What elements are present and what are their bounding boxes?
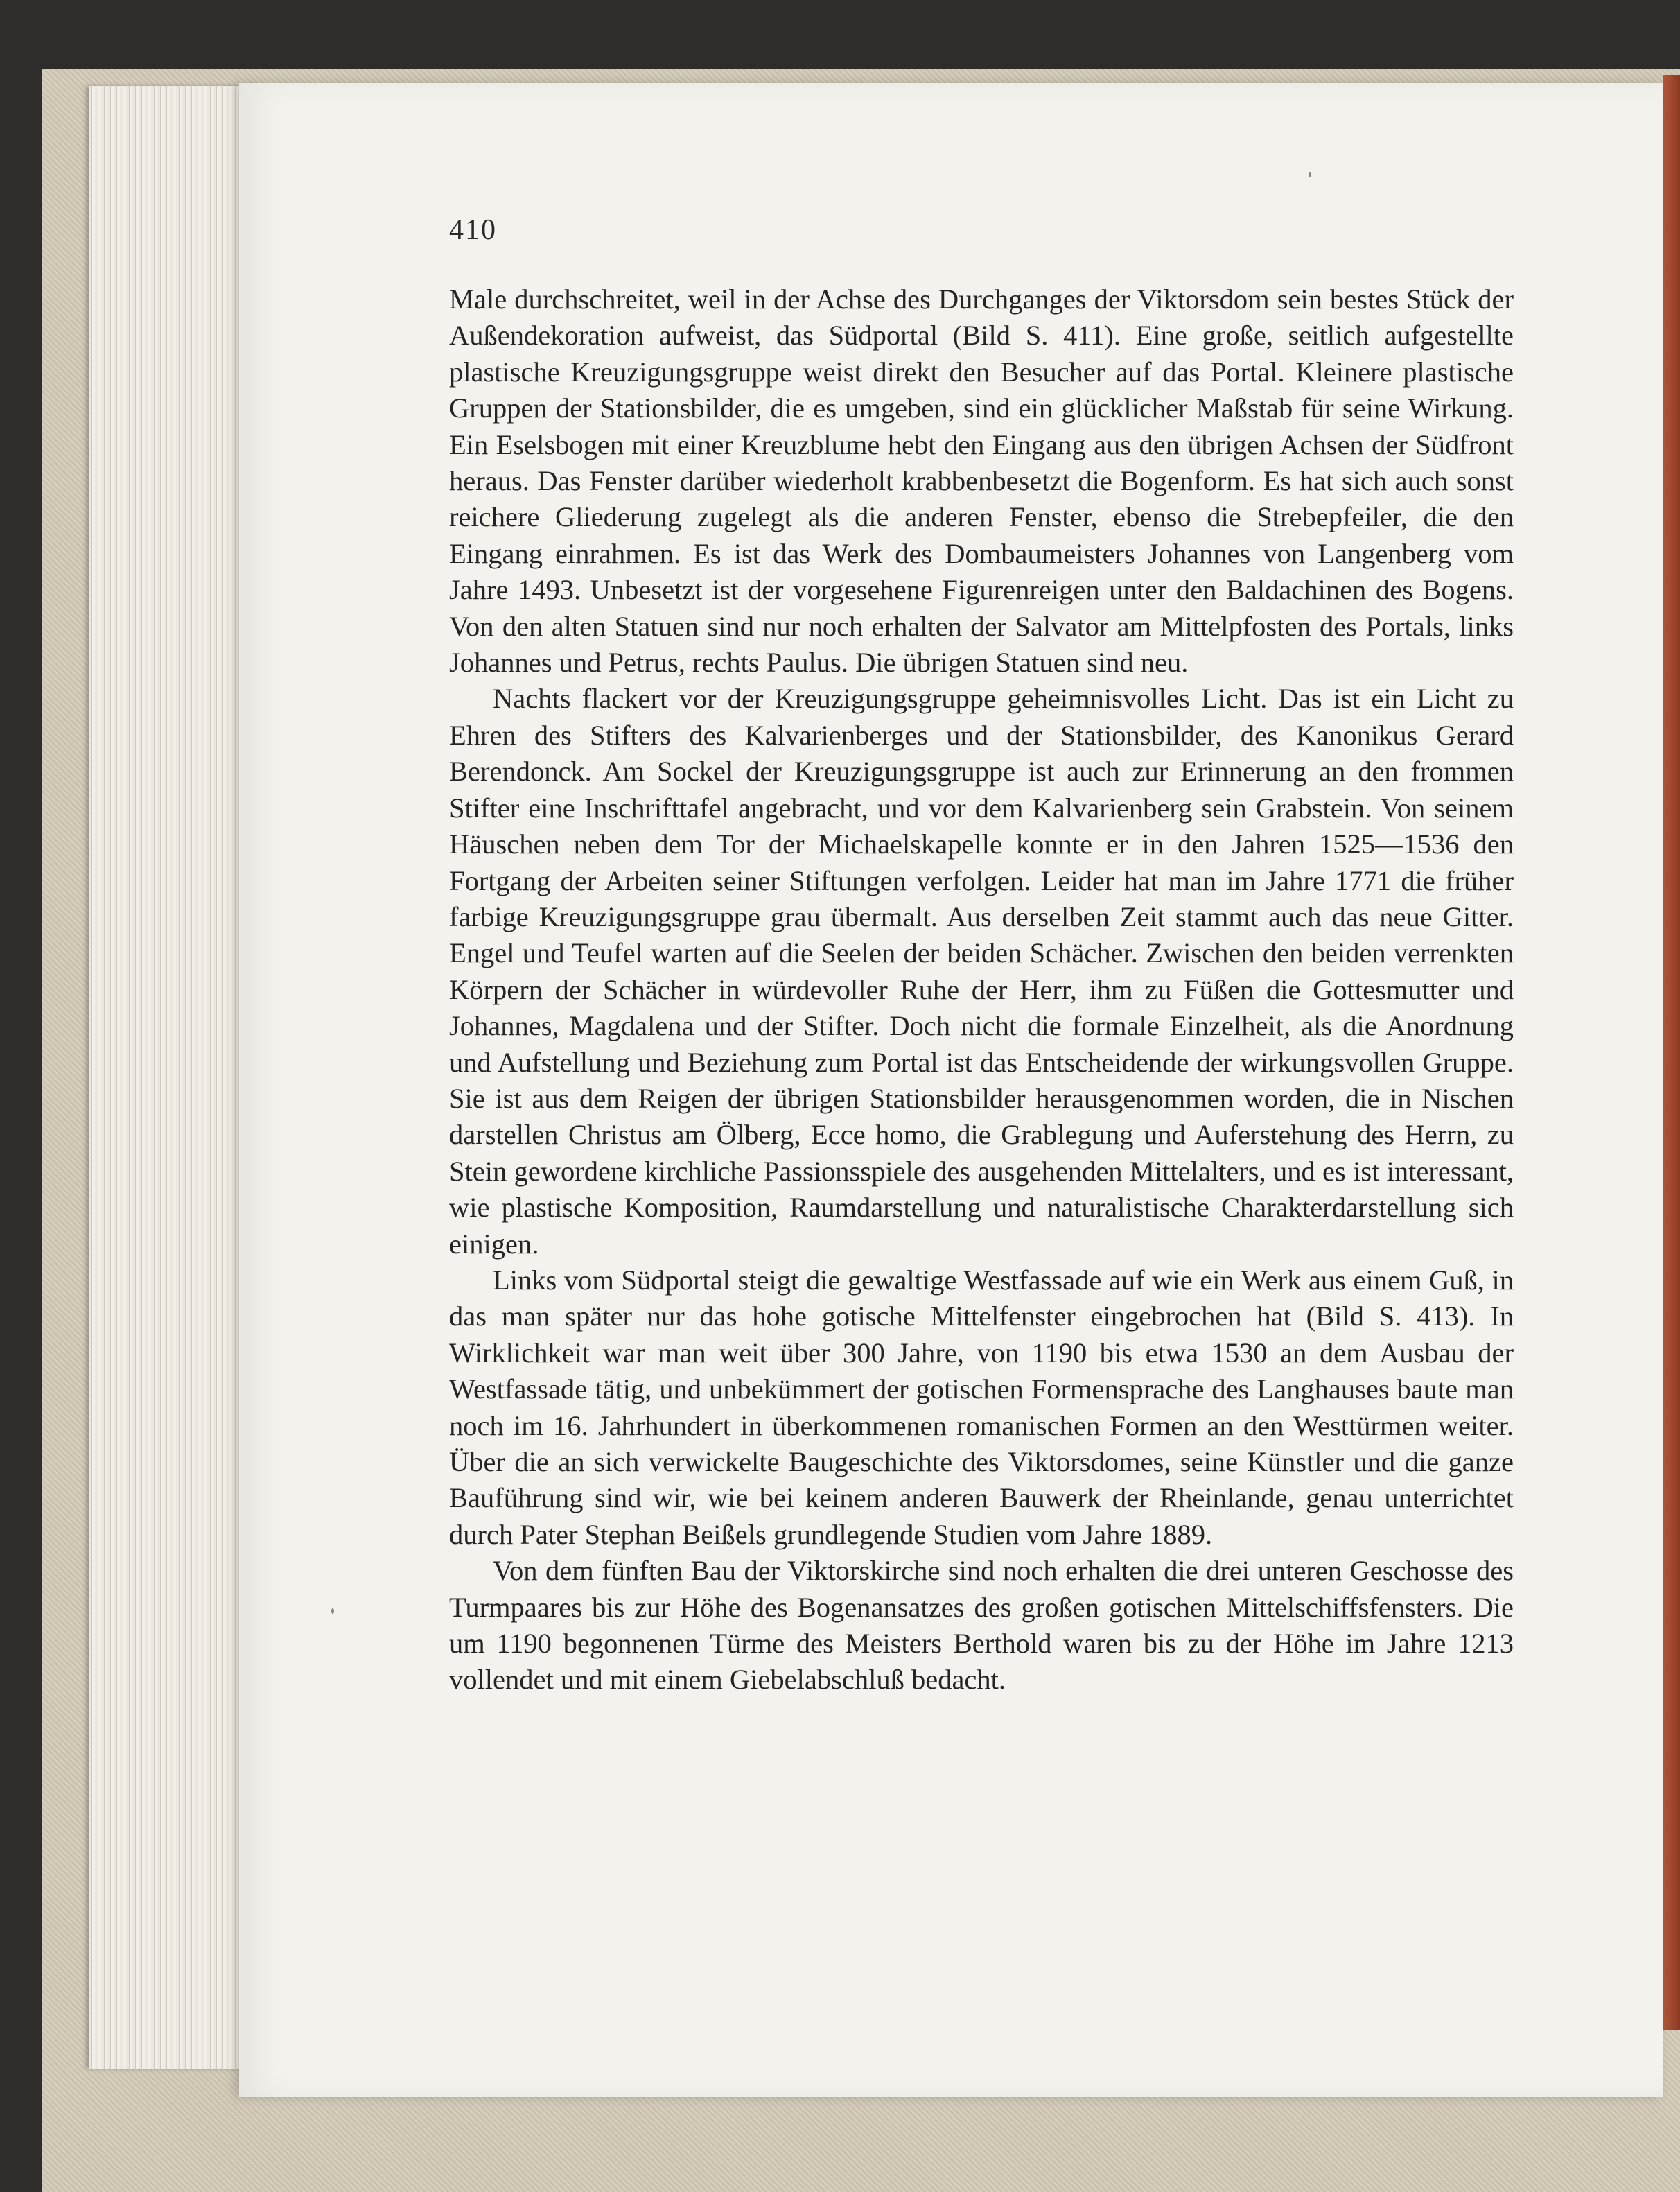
book-cover-edge xyxy=(1663,75,1680,2030)
page-number: 410 xyxy=(449,214,497,246)
page-blemish xyxy=(331,1608,334,1614)
paragraph: Von dem fünften Bau der Viktorskirche sind noch erhalten die drei unteren Geschosse des Turmpaares bis zur Höhe des Bogenansatzes des großen gotischen Mittelschiffsfensters. Die um 1190 begonnenen Türme des Meisters Berthold waren bis zu der Höhe im Jahre 1213 vollendet und mit einem Giebelabschluß bedacht. xyxy=(449,1555,1514,1696)
page-edges xyxy=(89,86,262,2069)
page-blemish xyxy=(1309,172,1311,177)
paragraph: Nachts flackert vor der Kreuzigungsgruppe geheimnisvolles Licht. Das ist ein Licht zu Ehren des Stifters des Kalvarienberges und der Stationsbilder, des Kanonikus Gerard Berendonck. Am Sockel der Kreuzigungsgruppe ist auch zur Erinnerung an den frommen Stifter eine Inschrifttafel angebracht, und vor dem Kalvarienberg sein Grabstein. Von seinem Häuschen neben dem Tor der Michaelskapelle konnte er in den Jahren 1525—1536 den Fortgang der Arbeiten seiner Stiftungen verfolgen. Leider hat man im Jahre 1771 die früher farbige Kreuzigungsgruppe grau übermalt. Aus derselben Zeit stammt auch das neue Gitter. Engel und Teufel warten auf die Seelen der beiden Schächer. Zwischen den beiden verrenkten Körpern der Schächer in würdevoller Ruhe der Herr, ihm zu Füßen die Gottesmutter und Johannes, Magdalena und der Stifter. Doch nicht die formale Einzelheit, als die Anordnung und Aufstellung und Beziehung zum Portal ist das Entscheidende der wirkungsvollen Gruppe. Sie ist aus dem Reigen der übrigen Stationsbilder herausgenommen worden, die in Nischen darstellen Christus am Ölberg, Ecce homo, die Grablegung und Auferstehung des Herrn, zu Stein gewordene kirchliche Passionsspiele des ausgehenden Mittelalters, und es ist interessant, wie plastische Komposition, Raumdarstellung und naturalistische Charakterdarstellung sich einigen. xyxy=(449,683,1514,1260)
body-text xyxy=(449,281,1514,1698)
paragraph: Links vom Südportal steigt die gewaltige Westfassade auf wie ein Werk aus einem Guß, in das man später nur das hohe gotische Mittelfenster eingebrochen hat (Bild S. 413). In Wirklichkeit war man weit über 300 Jahre, von 1190 bis etwa 1530 an dem Ausbau der Westfassade tätig, und unbekümmert der gotischen Formensprache des Langhauses baute man noch im 16. Jahrhundert in überkommenen romanischen Formen an den Westtürmen weiter. Über die an sich verwickelte Baugeschichte des Viktorsdomes, seine Künstler und die ganze Bauführung sind wir, wie bei keinem anderen Bauwerk der Rheinlande, genau unterrichtet durch Pater Stephan Beißels grundlegende Studien vom Jahre 1889. xyxy=(449,1264,1514,1550)
paragraph: Male durchschreitet, weil in der Achse des Durchganges der Viktorsdom sein bestes Stück der Außendekoration aufweist, das Südportal (Bild S. 411). Eine große, seitlich aufgestellte plastische Kreuzigungsgruppe weist direkt den Besucher auf das Portal. Kleinere plastische Gruppen der Stationsbilder, die es umgeben, sind ein glücklicher Maßstab für seine Wirkung. Ein Eselsbogen mit einer Kreuzblume hebt den Eingang aus den übrigen Achsen der Südfront heraus. Das Fenster darüber wiederholt krabbenbesetzt die Bogenform. Es hat sich auch sonst reichere Gliederung zugelegt als die anderen Fenster, ebenso die Strebepfeiler, die den Eingang einrahmen. Es ist das Werk des Dombaumeisters Johannes von Langenberg vom Jahre 1493. Unbesetzt ist der vorgesehene Figurenreigen unter den Baldachinen des Bogens. Von den alten Statuen sind nur noch erhalten der Salvator am Mittelpfosten des Portals, links Johannes und Petrus, rechts Paulus. Die übrigen Statuen sind neu. xyxy=(449,284,1514,679)
